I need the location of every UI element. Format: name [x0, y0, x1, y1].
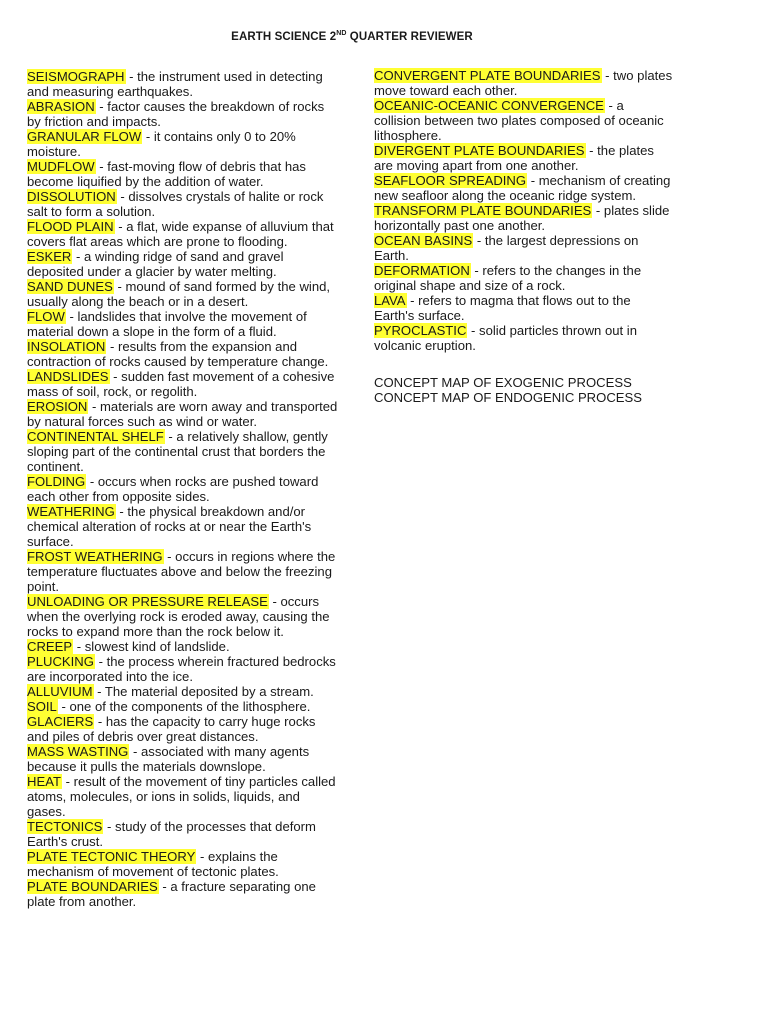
- glossary-definition: - mound of sand formed by the wind, usually along the beach or in a desert.: [27, 279, 331, 309]
- glossary-entry: [27, 219, 339, 249]
- title-main: EARTH SCIENCE 2: [231, 31, 337, 43]
- glossary-entry: [374, 68, 674, 98]
- glossary-entry: [27, 279, 339, 309]
- glossary-entry: [27, 309, 339, 339]
- concept-map-endogenic: CONCEPT MAP OF ENDOGENIC PROCESS: [374, 390, 642, 405]
- glossary-entry: [27, 594, 339, 639]
- glossary-entry: [374, 173, 674, 203]
- glossary-entry: [374, 293, 674, 323]
- glossary-definition: - plates slide horizontally past one another.: [374, 203, 670, 233]
- glossary-term: TECTONICS: [27, 819, 103, 834]
- glossary-definition: - occurs in regions where the temperature fluctuates above and below the freezing point.: [27, 549, 336, 594]
- glossary-entry: [27, 714, 339, 744]
- glossary-term: OCEANIC-OCEANIC CONVERGENCE: [374, 98, 604, 113]
- glossary-term: SOIL: [27, 699, 57, 714]
- glossary-definition: - factor causes the breakdown of rocks by friction and impacts.: [27, 99, 325, 129]
- glossary-term: PLATE TECTONIC THEORY: [27, 849, 196, 864]
- glossary-entry: [374, 323, 674, 353]
- glossary-entry: [27, 159, 339, 189]
- glossary-definition: - associated with many agents because it pulls the materials downslope.: [27, 744, 310, 774]
- glossary-definition: - dissolves crystals of halite or rock salt to form a solution.: [27, 189, 324, 219]
- glossary-entry: [27, 504, 339, 549]
- glossary-term: FOLDING: [27, 474, 86, 489]
- glossary-entry: [27, 69, 339, 99]
- glossary-entry: [27, 819, 339, 849]
- glossary-term: HEAT: [27, 774, 61, 789]
- glossary-entry: [27, 744, 339, 774]
- glossary-term: UNLOADING OR PRESSURE RELEASE: [27, 594, 268, 609]
- glossary-entry: [27, 99, 339, 129]
- glossary-definition: - sudden fast movement of a cohesive mass of soil, rock, or regolith.: [27, 369, 335, 399]
- title-superscript: ND: [336, 30, 347, 37]
- glossary-definition: - explains the mechanism of movement of tectonic plates.: [27, 849, 279, 879]
- glossary-term: EROSION: [27, 399, 88, 414]
- glossary-entry: [27, 549, 339, 594]
- glossary-entry: [27, 474, 339, 504]
- glossary-definition: - one of the components of the lithosphere.: [57, 699, 311, 714]
- glossary-term: PLUCKING: [27, 654, 94, 669]
- concept-map-list: [374, 375, 674, 405]
- glossary-definition: - a relatively shallow, gently sloping part of the continental crust that borders the continent.: [27, 429, 328, 474]
- glossary-term: GLACIERS: [27, 714, 94, 729]
- right-column: [374, 68, 674, 405]
- glossary-term: SEAFLOOR SPREADING: [374, 173, 527, 188]
- glossary-term: MUDFLOW: [27, 159, 95, 174]
- glossary-entry: [27, 654, 339, 684]
- glossary-term: MASS WASTING: [27, 744, 129, 759]
- glossary-entry: [27, 429, 339, 474]
- glossary-definition: - mechanism of creating new seafloor along the oceanic ridge system.: [374, 173, 671, 203]
- glossary-definition: - landslides that involve the movement of material down a slope in the form of a fluid.: [27, 309, 307, 339]
- glossary-entry: [27, 399, 339, 429]
- glossary-definition: - results from the expansion and contraction of rocks caused by temperature change.: [27, 339, 329, 369]
- glossary-entry: [374, 203, 674, 233]
- glossary-entry: [27, 339, 339, 369]
- glossary-term: FLOOD PLAIN: [27, 219, 114, 234]
- glossary-term: SEISMOGRAPH: [27, 69, 125, 84]
- glossary-definition: - the largest depressions on Earth.: [374, 233, 639, 263]
- glossary-definition: - the physical breakdown and/or chemical alteration of rocks at or near the Earth's surface.: [27, 504, 312, 549]
- title-rest: QUARTER REVIEWER: [346, 31, 473, 43]
- glossary-term: CONVERGENT PLATE BOUNDARIES: [374, 68, 601, 83]
- glossary-term: SAND DUNES: [27, 279, 113, 294]
- glossary-entry: [374, 233, 674, 263]
- glossary-term: CREEP: [27, 639, 73, 654]
- glossary-definition: - study of the processes that deform Earth's crust.: [27, 819, 316, 849]
- glossary-term: TRANSFORM PLATE BOUNDARIES: [374, 203, 592, 218]
- glossary-definition: - slowest kind of landslide.: [73, 639, 230, 654]
- glossary-definition: - the process wherein fractured bedrocks are incorporated into the ice.: [27, 654, 336, 684]
- glossary-definition: - result of the movement of tiny particles called atoms, molecules, or ions in solids, liquids, and gases.: [27, 774, 336, 819]
- glossary-entry: [374, 98, 674, 143]
- glossary-definition: - a winding ridge of sand and gravel deposited under a glacier by water melting.: [27, 249, 284, 279]
- glossary-definition: - the instrument used in detecting and measuring earthquakes.: [27, 69, 323, 99]
- glossary-term: FLOW: [27, 309, 65, 324]
- glossary-definition: - has the capacity to carry huge rocks and piles of debris over great distances.: [27, 714, 316, 744]
- glossary-entry: [27, 699, 339, 714]
- glossary-definition: - solid particles thrown out in volcanic eruption.: [374, 323, 637, 353]
- glossary-entry: [27, 639, 339, 654]
- glossary-entry: [27, 684, 339, 699]
- glossary-term: ALLUVIUM: [27, 684, 93, 699]
- glossary-definition: - it contains only 0 to 20% moisture.: [27, 129, 296, 159]
- glossary-term: INSOLATION: [27, 339, 106, 354]
- glossary-definition: - occurs when the overlying rock is eroded away, causing the rocks to expand more than the rock below it.: [27, 594, 330, 639]
- glossary-definition: - refers to the changes in the original shape and size of a rock.: [374, 263, 642, 293]
- glossary-term: ESKER: [27, 249, 72, 264]
- glossary-term: DIVERGENT PLATE BOUNDARIES: [374, 143, 585, 158]
- glossary-term: DEFORMATION: [374, 263, 470, 278]
- glossary-term: LANDSLIDES: [27, 369, 109, 384]
- glossary-term: FROST WEATHERING: [27, 549, 163, 564]
- glossary-definition: - refers to magma that flows out to the Earth's surface.: [374, 293, 631, 323]
- glossary-entry: [27, 369, 339, 399]
- glossary-term: DISSOLUTION: [27, 189, 116, 204]
- glossary-entry: [27, 849, 339, 879]
- page-title: [0, 31, 704, 43]
- glossary-definition: - materials are worn away and transported by natural forces such as wind or water.: [27, 399, 338, 429]
- glossary-entry: [27, 189, 339, 219]
- glossary-entry: [374, 143, 674, 173]
- glossary-definition: - a fracture separating one plate from another.: [27, 879, 316, 909]
- glossary-term: LAVA: [374, 293, 406, 308]
- glossary-term: OCEAN BASINS: [374, 233, 473, 248]
- glossary-term: CONTINENTAL SHELF: [27, 429, 164, 444]
- glossary-term: ABRASION: [27, 99, 95, 114]
- glossary-entry: [374, 263, 674, 293]
- concept-map-exogenic: CONCEPT MAP OF EXOGENIC PROCESS: [374, 375, 632, 390]
- glossary-term: GRANULAR FLOW: [27, 129, 142, 144]
- glossary-entry: [27, 129, 339, 159]
- glossary-term: WEATHERING: [27, 504, 115, 519]
- glossary-entry: [27, 249, 339, 279]
- glossary-definition: - fast-moving flow of debris that has become liquified by the addition of water.: [27, 159, 306, 189]
- glossary-definition: - a collision between two plates composed of oceanic lithosphere.: [374, 98, 664, 143]
- glossary-entry: [27, 774, 339, 819]
- glossary-definition: - two plates move toward each other.: [374, 68, 673, 98]
- glossary-definition: - a flat, wide expanse of alluvium that covers flat areas which are prone to flooding.: [27, 219, 334, 249]
- glossary-definition: - occurs when rocks are pushed toward each other from opposite sides.: [27, 474, 319, 504]
- glossary-term: PYROCLASTIC: [374, 323, 467, 338]
- left-column: [27, 69, 339, 909]
- glossary-entry: [27, 879, 339, 909]
- glossary-definition: - The material deposited by a stream.: [93, 684, 314, 699]
- glossary-term: PLATE BOUNDARIES: [27, 879, 158, 894]
- glossary-definition: - the plates are moving apart from one another.: [374, 143, 654, 173]
